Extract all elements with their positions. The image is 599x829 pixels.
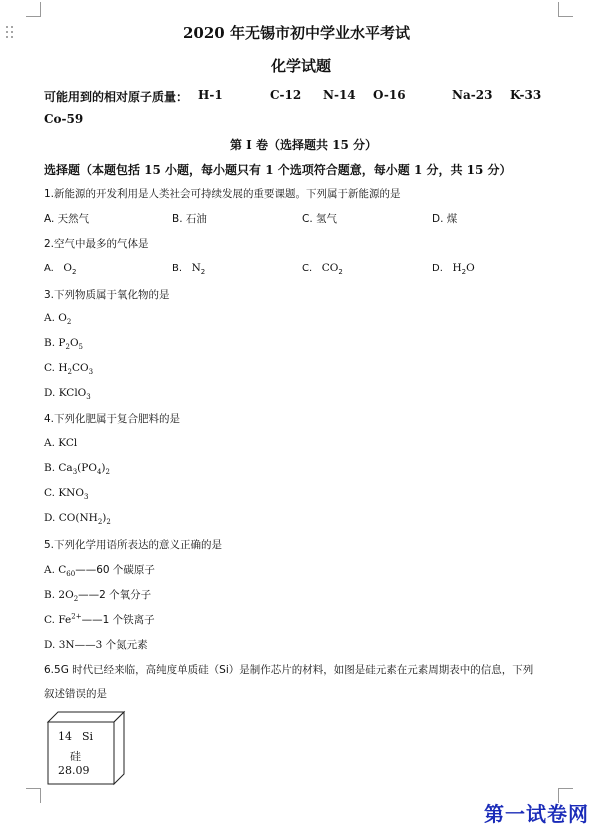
question-4-option-c: C. $KNO_3$ [44,487,89,502]
element-name: 硅 [70,750,81,763]
atomic-mass-label: 可能用到的相对原子质量： [44,90,189,104]
atomic-mass-k: K-33 [510,88,542,102]
question-5-option-d: D. 3N——3 个氮元素 [44,639,148,651]
atomic-mass-c: C-12 [270,88,302,102]
question-1-option-b: B. 石油 [172,213,207,225]
question-4-option-b: B. $Ca_3(PO_4)_2$ [44,462,110,477]
question-3-option-c: C. $H_2CO_3$ [44,362,94,377]
drag-handle-icon[interactable] [6,26,16,40]
question-1-stem: 1.新能源的开发利用是人类社会可持续发展的重要课题。下列属于新能源的是 [44,188,401,200]
question-2-option-d: D. $H_2O$ [432,262,475,276]
crop-mark-bottom-left [26,788,41,803]
atomic-mass-o: O-16 [373,88,406,102]
question-5-option-c: C. $Fe^{2+}——1$ 个铁离子 [44,612,155,626]
atomic-mass-n: N-14 [323,88,356,102]
question-2-option-a: A. $O_2$ [44,262,77,276]
instructions: 选择题（本题包括 15 小题，每小题只有 1 个选项符合题意，每小题 1 分，共 15 分） [44,163,512,177]
question-4-option-a: A. KCl [44,437,78,449]
section-heading: 第 I 卷（选择题共 15 分） [230,138,378,152]
question-3-stem: 3.下列物质属于氧化物的是 [44,289,170,301]
question-2-stem: 2.空气中最多的气体是 [44,238,149,250]
question-5-stem: 5.下列化学用语所表达的意义正确的是 [44,539,223,551]
atomic-mass-na: Na-23 [452,88,493,102]
element-atomic-number: 14 [58,730,72,743]
question-2-option-c: C. $CO_2$ [302,262,343,276]
question-2-option-b: B. $N_2$ [172,262,206,276]
question-6-stem: 6.5G 时代已经来临，高纯度单质硅（Si）是制作芯片的材料，如图是硅元素在元素周期表中的信息，下列 [44,664,534,676]
question-5-option-a: A. $C_{60}——60$ 个碳原子 [44,564,155,579]
question-1-option-d: D. 煤 [432,213,458,225]
page-subtitle: 化学试题 [271,57,332,75]
question-1-option-a: A. 天然气 [44,213,90,225]
question-4-option-d: D. $CO(NH_2)_2$ [44,512,111,527]
question-3-option-b: B. $P_2O_5$ [44,337,84,352]
question-1-option-c: C. 氢气 [302,213,338,225]
page-title: 2020 年无锡市初中学业水平考试 [183,24,410,42]
atomic-mass-h: H-1 [198,88,223,102]
crop-mark-top-right [558,2,573,17]
element-atomic-mass: 28.09 [58,764,90,777]
question-5-option-b: B. $2O_2——2$ 个氧分子 [44,589,152,604]
element-symbol: Si [82,730,94,743]
question-3-option-d: D. KClO$_3$ [44,387,91,402]
crop-mark-top-left [26,2,41,17]
atomic-mass-co: Co-59 [44,112,84,126]
question-4-stem: 4.下列化肥属于复合肥料的是 [44,413,181,425]
watermark-logo: 第一试卷网 [484,802,589,826]
question-3-option-a: A. $O_2$ [44,312,72,327]
question-6-stem-cont: 叙述错误的是 [44,688,107,700]
